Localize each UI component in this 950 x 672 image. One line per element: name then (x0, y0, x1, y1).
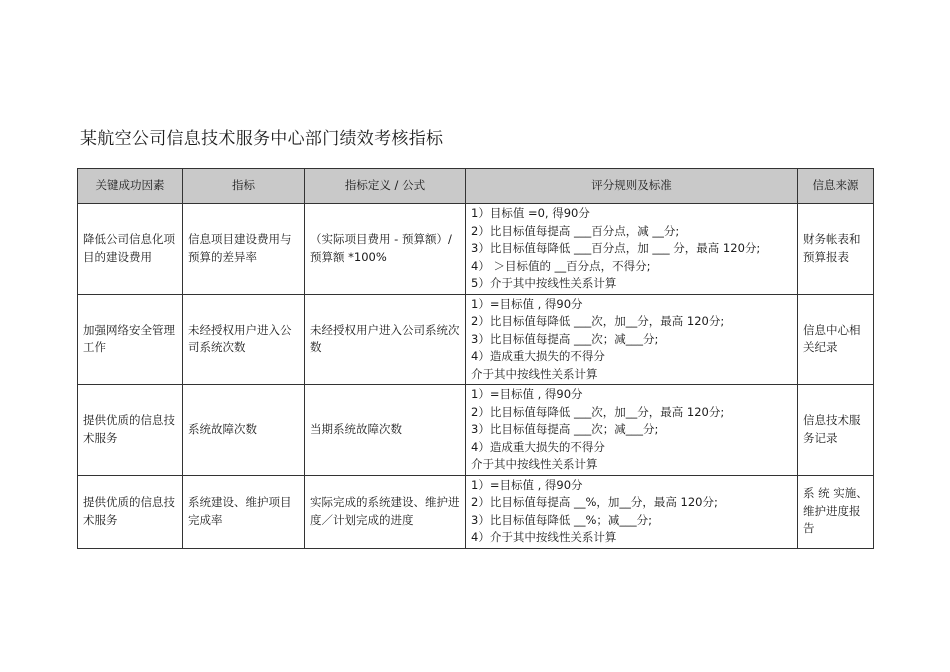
factor-cell: 加强网络安全管理工作 (78, 294, 183, 385)
rule-line: 1）目标值 =0, 得90分 (471, 206, 590, 220)
indicator-cell: 系统建设、维护项目完成率 (183, 475, 305, 548)
definition-cell: （实际项目费用 - 预算额）/ 预算额 *100% (305, 204, 466, 295)
source-cell: 信息中心相关纪录 (798, 294, 874, 385)
rules-cell (466, 294, 798, 385)
factor-cell: 提供优质的信息技术服务 (78, 475, 183, 548)
rule-line: 2）比目标值每降低 ___次，加__分，最高 120分; (471, 404, 725, 419)
source-cell: 财务帐表和预算报表 (798, 204, 874, 295)
rule-line: 2）比目标值每提高 __%，加__分，最高 120分; (471, 495, 718, 509)
header-cell: 指标定义 / 公式 (305, 169, 466, 204)
header-cell: 关键成功因素 (78, 169, 183, 204)
rule-line: 4）造成重大损失的不得分 (471, 349, 605, 363)
kpi-table (77, 168, 874, 549)
rule-line: 3）比目标值每提高 ___次；减___分; (471, 422, 659, 436)
table-row (78, 294, 874, 385)
rule-line: 4） ＞目标值的 __百分点，不得分; (471, 258, 651, 273)
rule-line: 1）=目标值 , 得90分 (471, 477, 583, 492)
rule-line: 3）比目标值每提高 ___次；减___分; (471, 331, 659, 346)
factor-cell: 降低公司信息化项目的建设费用 (78, 204, 183, 295)
rule-line: 1）=目标值 , 得90分 (471, 296, 583, 311)
rule-line: 4）造成重大损失的不得分 (471, 439, 605, 454)
header-cell: 信息来源 (798, 169, 874, 204)
indicator-cell: 系统故障次数 (183, 385, 305, 476)
rule-line: 介于其中按线性关系计算 (471, 366, 598, 381)
rule-line: 介于其中按线性关系计算 (471, 457, 598, 471)
rule-line: 4）介于其中按线性关系计算 (471, 530, 617, 544)
source-cell: 系 统 实施、维护进度报告 (798, 475, 874, 548)
page-title: 某航空公司信息技术服务中心部门绩效考核指标 (80, 129, 444, 149)
rule-line: 5）介于其中按线性关系计算 (471, 276, 617, 290)
factor-cell: 提供优质的信息技术服务 (78, 385, 183, 476)
rules-cell (466, 475, 798, 548)
header-cell: 评分规则及标准 (466, 169, 798, 204)
definition-cell: 当期系统故障次数 (305, 385, 466, 476)
table-header-row (78, 169, 874, 204)
table-row (78, 204, 874, 295)
header-cell: 指标 (183, 169, 305, 204)
source-cell: 信息技术服务记录 (798, 385, 874, 476)
table-row (78, 475, 874, 548)
definition-cell: 未经授权用户进入公司系统次数 (305, 294, 466, 385)
rule-line: 3）比目标值每降低 ___百分点，加 ___ 分，最高 120分; (471, 241, 761, 255)
rule-line: 3）比目标值每降低 __%；减___分; (471, 512, 653, 527)
indicator-cell: 信息项目建设费用与预算的差异率 (183, 204, 305, 295)
indicator-cell: 未经授权用户进入公司系统次数 (183, 294, 305, 385)
rule-line: 2）比目标值每提高 ___百分点，减 __分; (471, 223, 680, 238)
table-row (78, 385, 874, 476)
rules-cell (466, 204, 798, 295)
rule-line: 2）比目标值每降低 ___次，加__分，最高 120分; (471, 314, 725, 328)
rules-cell (466, 385, 798, 476)
rule-line: 1）=目标值 , 得90分 (471, 387, 583, 401)
definition-cell: 实际完成的系统建设、维护进度／计划完成的进度 (305, 475, 466, 548)
